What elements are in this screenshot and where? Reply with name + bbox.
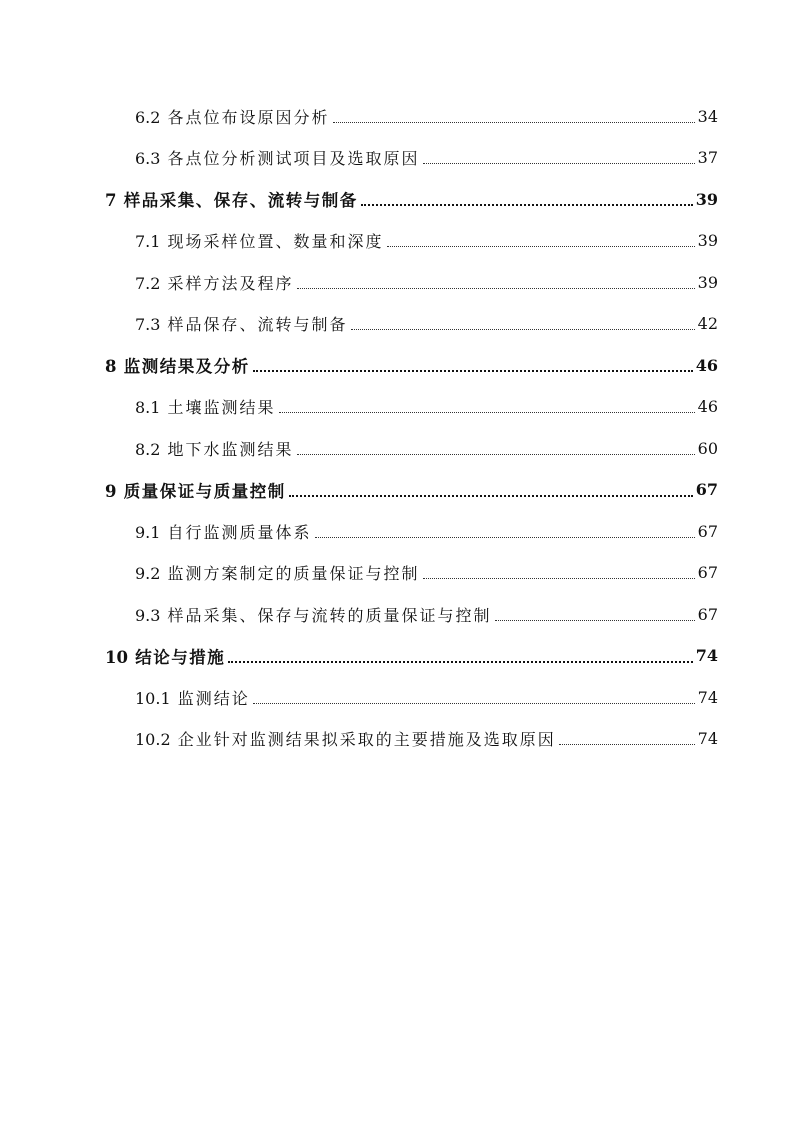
toc-entry-label [0,146,420,169]
toc-chapter-entry[interactable] [0,637,794,675]
toc-entry-number: 6.3 [135,149,161,168]
toc-leader-dots [559,744,695,745]
toc-entry[interactable] [0,678,794,716]
toc-entry-number: 7.2 [135,273,161,293]
toc-leader-dots [423,163,695,164]
toc-entry-number: 7.1 [135,232,161,251]
toc-entry-page: 67 [695,480,718,499]
toc-leader-dots [279,412,695,413]
toc-entry-title: 各点位布设原因分析 [167,107,330,127]
toc-entry-label [0,187,358,211]
toc-entry-page: 39 [695,189,718,209]
toc-entry[interactable] [0,263,794,301]
toc-entry-number: 10.2 [135,730,171,749]
toc-entry-label [0,561,420,584]
toc-leader-dots [423,578,695,579]
toc-leader-dots [495,620,695,621]
toc-entry-title: 样品采集、保存与流转的质量保证与控制 [167,605,492,625]
toc-entry-number: 6.2 [135,107,161,127]
toc-entry-title: 土壤监测结果 [167,398,276,417]
toc-entry-title: 监测方案制定的质量保证与控制 [167,564,420,583]
toc-entry-label [0,644,225,668]
toc-entry-title: 企业针对监测结果拟采取的主要措施及选取原因 [177,730,556,749]
toc-entry-title: 现场采样位置、数量和深度 [167,232,384,251]
toc-entry-page: 67 [697,521,718,541]
toc-leader-dots [351,329,695,330]
toc-entry-number: 10 [105,647,128,667]
toc-entry-label [0,478,286,502]
toc-entry-page: 60 [697,438,718,458]
toc-entry-number: 8 [105,357,117,376]
toc-entry-label [0,437,294,460]
toc-entry-number: 9.2 [135,564,161,583]
toc-entry[interactable] [0,388,794,426]
toc-entry-page: 39 [697,272,718,292]
toc-leader-dots [253,370,693,372]
toc-entry-label [0,105,330,128]
toc-entry-page: 34 [697,106,718,126]
toc-entry-label [0,229,384,252]
toc-entry[interactable] [0,512,794,550]
toc-entry[interactable] [0,595,794,633]
toc-entry[interactable] [0,429,794,467]
toc-entry-number: 9.1 [135,522,161,542]
toc-entry[interactable] [0,305,794,343]
toc-entry-label [0,395,276,418]
toc-entry-page: 46 [695,355,718,375]
toc-leader-dots [289,495,693,497]
toc-leader-dots [228,661,693,663]
toc-entry-title: 样品保存、流转与制备 [167,315,348,334]
toc-entry-title: 监测结论 [177,688,250,708]
toc-entry-title: 各点位分析测试项目及选取原因 [167,149,420,168]
toc-entry-label [0,727,556,750]
toc-chapter-entry[interactable] [0,346,794,384]
toc-entry-label [0,520,312,543]
toc-leader-dots [253,703,695,704]
toc-entry-number: 10.1 [135,688,171,708]
toc-entry[interactable] [0,222,794,260]
toc-entry-title: 监测结果及分析 [123,357,250,376]
toc-entry-number: 8.2 [135,439,161,459]
toc-entry-title: 结论与措施 [135,647,226,667]
toc-entry-label [0,312,348,335]
toc-entry-page: 67 [697,604,718,624]
toc-entry-number: 9 [105,481,117,501]
toc-entry-title: 采样方法及程序 [167,273,294,293]
toc-entry[interactable] [0,554,794,592]
toc-leader-dots [297,454,695,455]
toc-entry-number: 7 [105,191,117,210]
toc-entry-label [0,686,250,709]
toc-entry-title: 样品采集、保存、流转与制备 [123,191,358,210]
toc-entry-page: 46 [697,397,718,416]
toc-chapter-entry[interactable] [0,471,794,509]
toc-entry-page: 74 [695,646,718,665]
toc-entry-title: 自行监测质量体系 [167,522,312,542]
toc-entry-page: 74 [697,687,718,707]
toc-entry-label [0,353,250,377]
toc-entry-page: 42 [697,314,718,333]
toc-leader-dots [361,204,693,206]
toc-leader-dots [315,537,695,538]
toc-leader-dots [297,288,695,289]
toc-entry-number: 8.1 [135,398,161,417]
toc-entry-page: 37 [697,148,718,167]
toc-entry-number: 7.3 [135,315,161,334]
toc-entry-page: 74 [697,729,718,748]
toc-entry[interactable] [0,720,794,758]
toc-entry-number: 9.3 [135,605,161,625]
toc-entry-label [0,271,294,294]
toc-entry-label [0,603,492,626]
toc-entry-page: 67 [697,563,718,582]
toc-entry[interactable] [0,139,794,177]
toc-chapter-entry[interactable] [0,180,794,218]
toc-entry-title: 地下水监测结果 [167,439,294,459]
toc-leader-dots [387,246,695,247]
toc-entry-title: 质量保证与质量控制 [123,481,286,501]
toc-entry-page: 39 [697,231,718,250]
toc-entry[interactable] [0,97,794,135]
toc-leader-dots [333,122,695,123]
